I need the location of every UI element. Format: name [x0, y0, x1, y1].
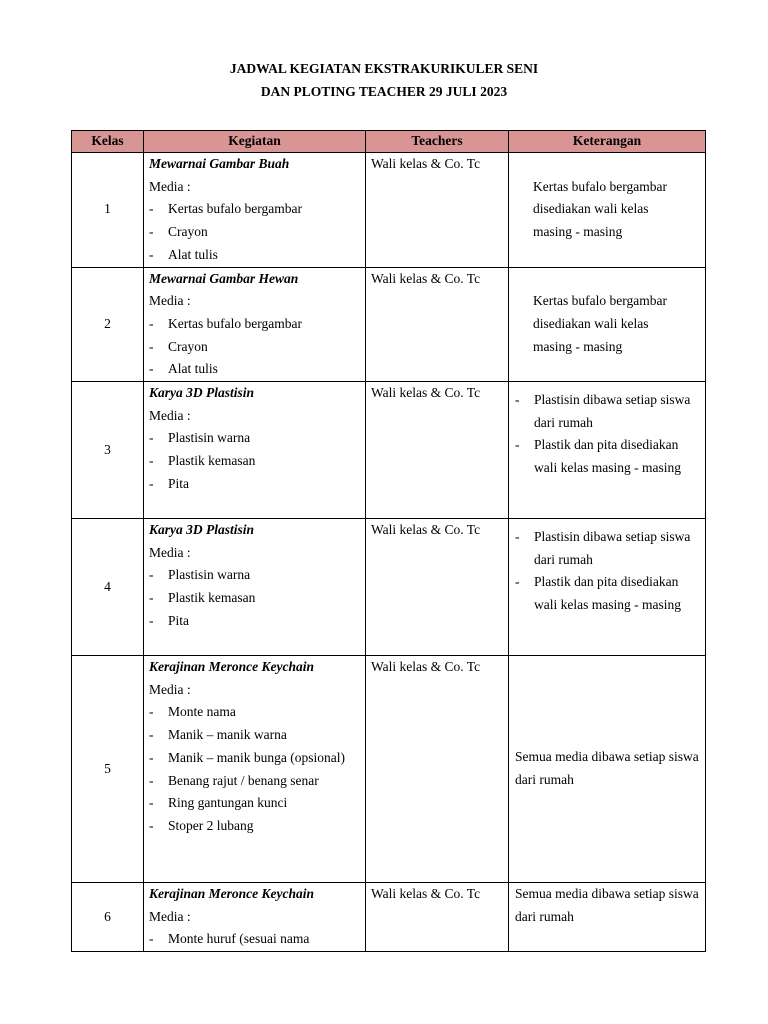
kegiatan-cell — [144, 267, 366, 382]
keterangan-cell — [509, 382, 706, 519]
table-row — [72, 883, 706, 952]
teachers-cell — [366, 883, 509, 952]
table-row — [72, 656, 706, 883]
activity-title: Karya 3D Plastisin — [149, 522, 255, 538]
media-label: Media : — [149, 293, 191, 309]
media-item: - Plastisin warna — [149, 564, 361, 587]
media-item: - Pita — [149, 473, 361, 496]
media-item: - Plastik kemasan — [149, 587, 361, 610]
keterangan-cell — [509, 656, 706, 883]
media-item: - Kertas bufalo bergambar — [149, 313, 361, 336]
teacher-text: Wali kelas & Co. Tc — [371, 522, 481, 538]
document-title-line1: JADWAL KEGIATAN EKSTRAKURIKULER SENI — [229, 61, 539, 76]
table-header-row — [72, 131, 706, 153]
table-row — [72, 519, 706, 656]
kelas-cell: 4 — [72, 519, 144, 656]
keterangan-text: Semua media dibawa setiap siswa dari rumah — [515, 886, 699, 924]
activity-title: Kerajinan Meronce Keychain — [149, 659, 315, 675]
media-label: Media : — [149, 681, 191, 697]
teacher-text: Wali kelas & Co. Tc — [371, 156, 481, 171]
media-item: - Ring gantungan kunci — [149, 792, 361, 815]
keterangan-line: disediakan wali kelas — [533, 315, 649, 331]
keterangan-item: - Plastisin dibawa setiap siswa dari rumah — [515, 389, 701, 434]
table-row — [72, 267, 706, 382]
media-item: - Manik – manik bunga (opsional) — [149, 747, 361, 770]
media-item: - Plastisin warna — [149, 427, 361, 450]
teacher-text: Wali kelas & Co. Tc — [371, 270, 481, 286]
kegiatan-cell — [144, 883, 366, 952]
header-keterangan: Keterangan — [509, 131, 706, 153]
keterangan-block — [509, 290, 705, 358]
header-teachers: Teachers — [366, 131, 509, 153]
media-item: - Manik – manik warna — [149, 724, 361, 747]
keterangan-cell — [509, 153, 706, 268]
media-item: - Crayon — [149, 221, 361, 244]
kelas-cell: 3 — [72, 382, 144, 519]
activity-title: Mewarnai Gambar Hewan — [149, 270, 299, 286]
teacher-text: Wali kelas & Co. Tc — [371, 886, 481, 902]
media-item: - Alat tulis — [149, 358, 361, 381]
header-kegiatan: Kegiatan — [144, 131, 366, 153]
keterangan-list — [509, 382, 705, 480]
kegiatan-cell — [144, 382, 366, 519]
keterangan-line: masing - masing — [533, 338, 623, 354]
keterangan-line: masing - masing — [533, 224, 623, 240]
activity-title: Kerajinan Meronce Keychain — [149, 886, 315, 902]
media-item: - Pita — [149, 610, 361, 633]
activity-title: Karya 3D Plastisin — [149, 385, 255, 401]
keterangan-block — [509, 176, 705, 244]
media-item: - Stoper 2 lubang — [149, 815, 361, 838]
teachers-cell — [366, 519, 509, 656]
keterangan-cell — [509, 519, 706, 656]
keterangan-cell — [509, 883, 706, 952]
media-label: Media : — [149, 407, 191, 423]
media-label: Media : — [149, 178, 191, 194]
keterangan-list — [509, 519, 705, 617]
media-item: - Kertas bufalo bergambar — [149, 198, 361, 221]
teacher-text: Wali kelas & Co. Tc — [371, 385, 481, 401]
media-item: - Alat tulis — [149, 244, 361, 267]
kelas-cell: 6 — [72, 883, 144, 952]
table-row — [72, 382, 706, 519]
kegiatan-cell — [144, 153, 366, 268]
keterangan-item: - Plastik dan pita disediakan wali kelas masing - masing — [515, 571, 701, 616]
media-label: Media : — [149, 544, 191, 560]
teachers-cell — [366, 656, 509, 883]
teachers-cell — [366, 153, 509, 268]
media-item: - Benang rajut / benang senar — [149, 770, 361, 793]
kelas-cell: 2 — [72, 267, 144, 382]
teachers-cell — [366, 382, 509, 519]
media-item: - Crayon — [149, 336, 361, 359]
header-kelas: Kelas — [72, 131, 144, 153]
keterangan-item: - Plastisin dibawa setiap siswa dari rumah — [515, 526, 701, 571]
activity-title: Mewarnai Gambar Buah — [149, 156, 290, 171]
schedule-table — [71, 130, 706, 952]
kelas-cell: 1 — [72, 153, 144, 268]
keterangan-item: - Plastik dan pita disediakan wali kelas masing - masing — [515, 434, 701, 479]
keterangan-cell — [509, 267, 706, 382]
keterangan-line: Kertas bufalo bergambar — [533, 178, 667, 194]
table-row — [72, 153, 706, 268]
media-item: - Plastik kemasan — [149, 450, 361, 473]
document-title-line2: DAN PLOTING TEACHER 29 JULI 2023 — [260, 84, 508, 99]
media-item: - Monte huruf (sesuai nama — [149, 928, 361, 951]
kelas-cell: 5 — [72, 656, 144, 883]
media-item: - Monte nama — [149, 701, 361, 724]
keterangan-text: Semua media dibawa setiap siswa dari rumah — [515, 749, 699, 788]
media-label: Media : — [149, 908, 191, 924]
teacher-text: Wali kelas & Co. Tc — [371, 659, 481, 675]
kegiatan-cell — [144, 656, 366, 883]
teachers-cell — [366, 267, 509, 382]
keterangan-line: Kertas bufalo bergambar — [533, 293, 667, 309]
kegiatan-cell — [144, 519, 366, 656]
keterangan-line: disediakan wali kelas — [533, 201, 649, 217]
